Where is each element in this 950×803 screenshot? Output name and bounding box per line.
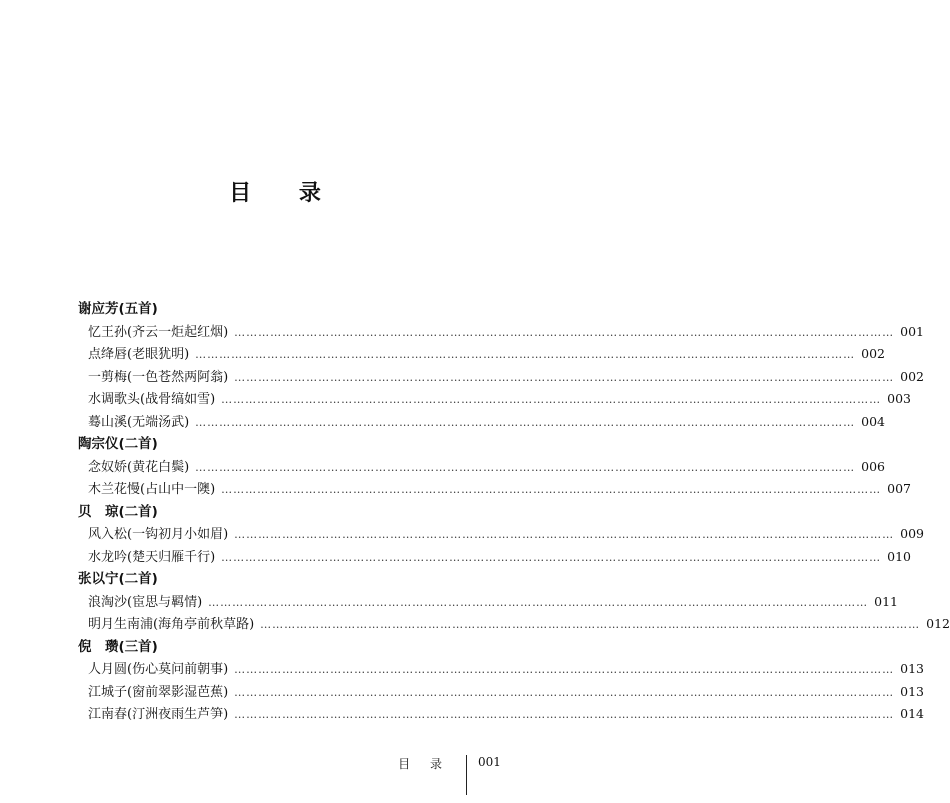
toc-author-heading: 张以宁(二首) [78, 571, 158, 587]
toc-page-number: 002 [900, 368, 925, 384]
toc-entry-title: 人月圆(伤心莫问前朝事) [88, 662, 229, 677]
toc-page-number: 014 [900, 706, 925, 721]
dot-leader: ………………………………………………………………………………………………………………………………………………… [195, 348, 856, 361]
toc-page-number: 011 [874, 593, 899, 609]
dot-leader: ………………………………………………………………………………………………………………………………………………… [221, 550, 882, 564]
toc-page-number: 009 [900, 526, 925, 541]
toc-entry-title: 风入松(一钩初月小如眉) [88, 527, 229, 542]
toc-author-heading: 谢应芳(五首) [78, 301, 158, 317]
toc-page-number: 002 [861, 346, 886, 361]
page-title: 目 录 [229, 181, 341, 206]
toc-author-heading: 倪 瓒(三首) [78, 638, 158, 655]
toc-entry[interactable] [78, 321, 925, 344]
dot-leader: ………………………………………………………………………………………………………………………………………………… [234, 325, 895, 339]
toc-entry[interactable] [78, 343, 886, 366]
toc-page-number: 013 [900, 683, 925, 699]
dot-leader: ………………………………………………………………………………………………………………………………………………… [195, 415, 856, 429]
footer-section-label: 目 录 [398, 757, 450, 771]
toc-page-number: 007 [887, 481, 912, 496]
table-of-contents [78, 298, 950, 726]
toc-entry[interactable] [78, 456, 886, 479]
dot-leader: ………………………………………………………………………………………………………………………………………………… [221, 393, 882, 406]
toc-entry[interactable] [78, 388, 912, 411]
toc-entry-title: 浪淘沙(宦思与羁情) [88, 594, 203, 610]
toc-page-number: 001 [900, 323, 925, 339]
toc-entry-title: 明月生南浦(海角亭前秋草路) [88, 617, 255, 632]
toc-entry-title: 一剪梅(一色苍然两阿翁) [88, 369, 229, 385]
dot-leader: ………………………………………………………………………………………………………………………………………………… [260, 618, 921, 631]
toc-page-number: 010 [887, 548, 912, 564]
toc-entry[interactable] [78, 681, 925, 704]
dot-leader: ………………………………………………………………………………………………………………………………………………… [195, 460, 856, 474]
toc-entry[interactable] [78, 546, 912, 569]
toc-entry-title: 木兰花慢(占山中一隩) [88, 482, 216, 497]
dot-leader: ………………………………………………………………………………………………………………………………………………… [234, 708, 895, 721]
toc-page-number: 006 [861, 458, 886, 474]
toc-entry-title: 点绛唇(老眼犹明) [88, 347, 190, 362]
dot-leader: ………………………………………………………………………………………………………………………………………………… [208, 595, 869, 609]
footer-divider [466, 755, 467, 795]
toc-entry[interactable] [78, 703, 925, 726]
toc-page-number: 004 [861, 413, 886, 429]
toc-page-number: 003 [887, 391, 912, 406]
toc-entry-title: 蓦山溪(无端汤武) [88, 414, 190, 430]
toc-entry-title: 水调歌头(战骨缟如雪) [88, 392, 216, 407]
toc-entry[interactable] [78, 366, 925, 389]
footer-page-number: 001 [478, 755, 501, 769]
toc-author-heading: 贝 琼(二首) [78, 503, 158, 520]
toc-page-number: 013 [900, 661, 925, 676]
dot-leader: ………………………………………………………………………………………………………………………………………………… [234, 685, 895, 699]
dot-leader: ………………………………………………………………………………………………………………………………………………… [234, 663, 895, 676]
dot-leader: ………………………………………………………………………………………………………………………………………………… [234, 370, 895, 384]
toc-entry[interactable] [78, 411, 886, 434]
dot-leader: ………………………………………………………………………………………………………………………………………………… [234, 528, 895, 541]
toc-entry[interactable] [78, 478, 912, 501]
toc-entry-title: 念奴娇(黄花白鬓) [88, 459, 190, 475]
toc-entry[interactable] [78, 658, 925, 681]
toc-page-number: 012 [926, 616, 950, 631]
toc-entry-title: 江南春(汀洲夜雨生芦笋) [88, 707, 229, 722]
toc-entry-title: 忆王孙(齐云一炬起红烟) [88, 324, 229, 340]
page-footer [0, 745, 550, 795]
toc-entry[interactable] [78, 523, 925, 546]
toc-entry[interactable] [78, 613, 950, 636]
toc-author-heading: 陶宗仪(二首) [78, 436, 158, 452]
toc-entry[interactable] [78, 591, 899, 614]
dot-leader: ………………………………………………………………………………………………………………………………………………… [221, 483, 882, 496]
toc-entry-title: 水龙吟(楚天归雁千行) [88, 549, 216, 565]
toc-entry-title: 江城子(窗前翠影湿芭蕉) [88, 684, 229, 700]
